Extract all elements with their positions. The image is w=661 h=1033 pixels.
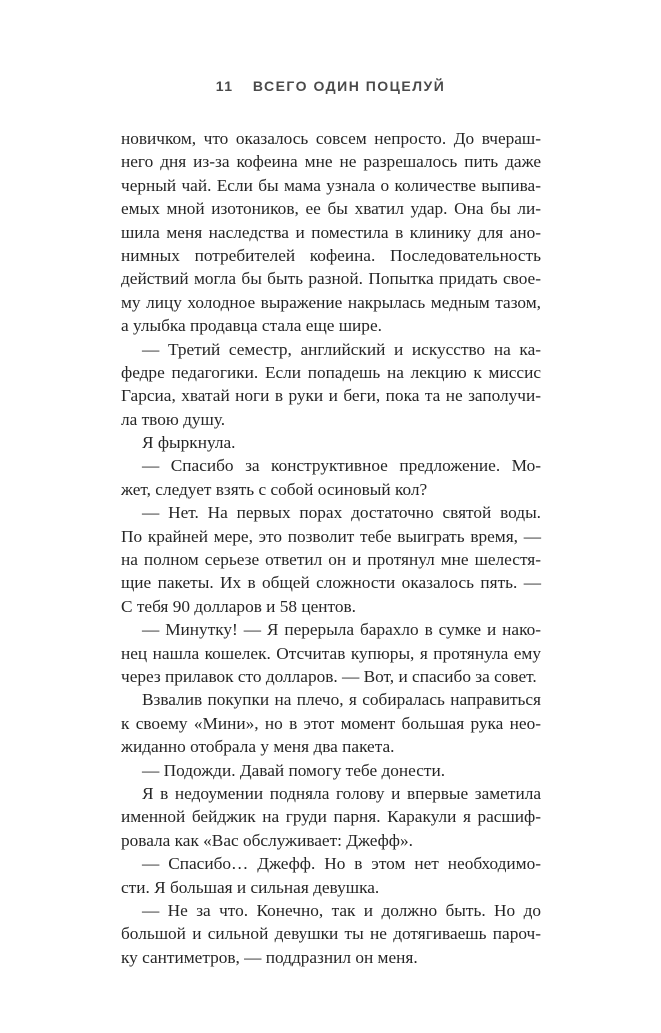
text-line: новичком, что оказалось совсем непросто. До вчераш- — [121, 129, 541, 148]
text-line: По крайней мере, это позволит тебе выиграть время, — — [121, 526, 541, 546]
text-line: Я в недоумении подняла голову и впервые заметила — [142, 783, 541, 803]
text-line: С тебя 90 долларов и 58 центов. — [121, 596, 356, 616]
text-line: жиданно отобрала у меня два пакета. — [121, 737, 395, 757]
text-line: Я фыркнула. — [142, 433, 236, 453]
text-line: сти. Я большая и сильная девушка. — [121, 877, 380, 897]
text-line: через прилавок сто долларов. — Вот, и спасибо за совет. — [121, 666, 537, 686]
text-line: большой и сильной девушки ты не дотягиваешь пароч- — [121, 924, 541, 944]
text-line: ку сантиметров, — поддразнил он меня. — [121, 947, 418, 967]
text-line: емых мной изотоников, ее бы хватил удар. Она бы ли- — [121, 199, 541, 219]
text-line: действий могла бы быть разной. Попытка придать свое- — [121, 269, 541, 289]
text-line: него дня из-за кофеина мне не разрешалось пить даже — [121, 152, 541, 172]
text-line: — Спасибо… Джефф. Но в этом нет необходимо- — [142, 854, 541, 874]
text-line: шила меня наследства и поместила в клинику для ано- — [121, 222, 541, 242]
text-line: к своему «Мини», но в этот момент большая рука нео- — [121, 713, 541, 733]
text-line: именной бейджик на груди парня. Каракули я расшиф- — [121, 807, 541, 827]
book-title: ВСЕГО ОДИН ПОЦЕЛУЙ — [252, 78, 446, 94]
text-line: — Спасибо за конструктивное предложение. Мо- — [142, 456, 541, 476]
text-line: Гарсиа, хватай ноги в руки и беги, пока та не заполучи- — [121, 386, 541, 406]
text-line: — Не за что. Конечно, так и должно быть. Но до — [142, 900, 541, 920]
text-line: ровала как «Вас обслуживает: Джефф». — [121, 830, 413, 850]
text-line: — Минутку! — Я перерыла барахло в сумке и нако- — [142, 620, 541, 640]
text-line: щие пакеты. Их в общей сложности оказалось пять. — — [121, 573, 541, 593]
text-line: жет, следует взять с собой осиновый кол? — [121, 479, 428, 499]
text-line: федре педагогики. Если попадешь на лекцию к миссис — [121, 362, 541, 382]
text-line: Взвалив покупки на плечо, я собиралась направиться — [142, 690, 541, 710]
page-number: 11 — [215, 78, 234, 94]
text-line: а улыбка продавца стала еще шире. — [121, 316, 382, 336]
body-text — [121, 127, 541, 969]
running-header — [0, 78, 661, 94]
text-line: черный чай. Если бы мама узнала о количестве выпива- — [121, 175, 541, 195]
text-line: нимных потребителей кофеина. Последовательность — [121, 245, 541, 265]
text-line: — Подожди. Давай помогу тебе донести. — [142, 760, 446, 780]
text-line: му лицу холодное выражение накрылась медным тазом, — [121, 292, 541, 312]
text-line: — Третий семестр, английский и искусство на ка- — [142, 339, 541, 359]
text-line: на полном серьезе ответил он и протянул мне шелестя- — [121, 550, 541, 570]
text-line: ла твою душу. — [121, 409, 226, 429]
text-line: — Нет. На первых порах достаточно святой воды. — [142, 503, 541, 523]
text-line: нец нашла кошелек. Отсчитав купюры, я протянула ему — [121, 643, 541, 663]
